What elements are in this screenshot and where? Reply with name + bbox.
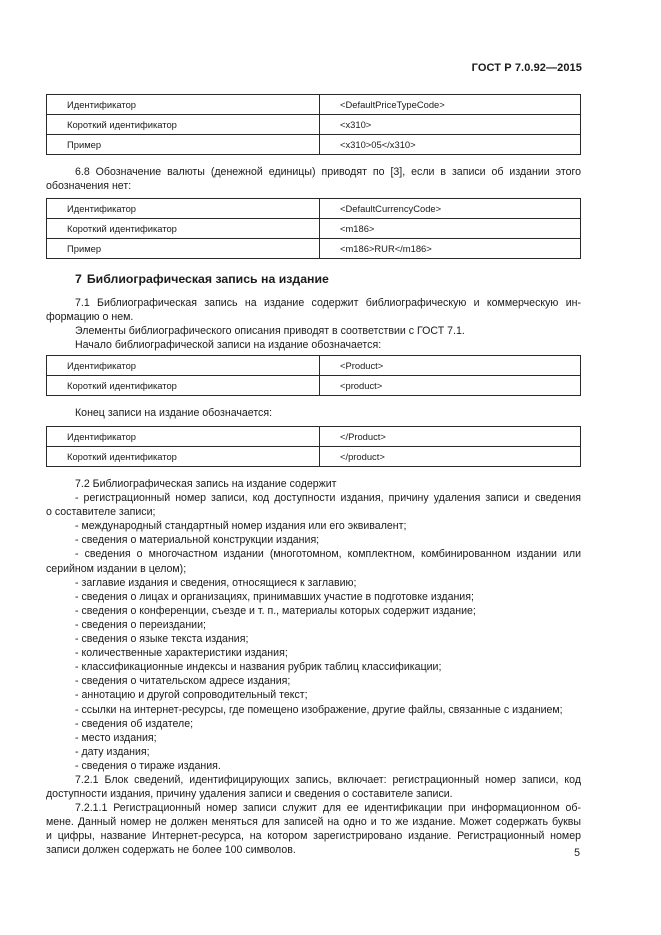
- text-line: и цифры, название Интернет-ресурса, на котором зарегистрировано издание. Регистрационный номер: [46, 830, 581, 843]
- table-value: <x310>05</x310>: [320, 135, 581, 155]
- product-start-table: [46, 355, 581, 396]
- table-key: Пример: [47, 239, 320, 259]
- list-item: - аннотацию и другой сопроводительный текст;: [75, 689, 308, 702]
- list-item: - место издания;: [75, 731, 157, 744]
- text-line: Начало библиографической записи на издание обозначается:: [75, 339, 382, 352]
- table-value: <m186>RUR</m186>: [320, 239, 581, 259]
- list-item: - регистрационный номер записи, код доступности издания, причину удаления записи и сведения: [75, 492, 581, 505]
- paragraph-7-1: [46, 296, 581, 352]
- currency-table: [46, 198, 581, 259]
- list-item: - сведения о многочастном издании (многотомном, комплектном, комбинированном издании или: [75, 548, 581, 561]
- text-line: мене. Данный номер не должен меняться для записей на одно и то же издание. Может содержать буквы: [46, 816, 581, 829]
- table-row: [47, 199, 581, 219]
- page-number: 5: [574, 847, 580, 859]
- table-value: <m186>: [320, 219, 581, 239]
- list-item: - ссылки на интернет-ресурсы, где помещено изображение, другие файлы, связанные с изданием;: [75, 703, 563, 716]
- text-line: 7.2.1.1 Регистрационный номер записи служит для ее идентификации при информационном об-: [75, 802, 581, 815]
- text-line: обозначения нет:: [46, 180, 132, 193]
- document-code: ГОСТ Р 7.0.92—2015: [471, 62, 582, 74]
- section-title: Библиографическая запись на издание: [86, 272, 329, 286]
- table-key: Короткий идентификатор: [47, 219, 320, 239]
- table-row: [47, 115, 581, 135]
- list-item: - классификационные индексы и названия рубрик таблиц классификации;: [75, 661, 442, 674]
- list-item-continuation: о составителе записи;: [46, 506, 156, 519]
- list-item: - дату издания;: [75, 745, 150, 758]
- list-item: - сведения о материальной конструкции издания;: [75, 534, 320, 547]
- table-value: </product>: [320, 447, 581, 467]
- table-key: Идентификатор: [47, 95, 320, 115]
- list-item: - заглавие издания и сведения, относящиеся к заглавию;: [75, 576, 357, 589]
- list-item: - сведения о языке текста издания;: [75, 633, 249, 646]
- paragraph-record-end: [46, 406, 581, 420]
- list-item: - сведения о лицах и организациях, принимавших участие в подготовке издания;: [75, 590, 474, 603]
- table-key: Короткий идентификатор: [47, 376, 320, 396]
- list-item: - сведения о тираже издания.: [75, 759, 221, 772]
- list-item: - сведения о переиздании;: [75, 618, 206, 631]
- paragraph-7-2: [46, 477, 581, 858]
- text-line: 7.1 Библиографическая запись на издание содержит библиографическую и коммерческую ин-: [75, 297, 581, 309]
- table-row: [47, 427, 581, 447]
- table-value: <x310>: [320, 115, 581, 135]
- table-key: Короткий идентификатор: [47, 115, 320, 135]
- list-item: - международный стандартный номер издания или его эквивалент;: [75, 520, 407, 533]
- list-item: - сведения о читательском адресе издания;: [75, 675, 291, 688]
- table-row: [47, 135, 581, 155]
- table-value: <DefaultPriceTypeCode>: [320, 95, 581, 115]
- table-row: [47, 376, 581, 396]
- text-line: 7.2.1 Блок сведений, идентифицирующих запись, включает: регистрационный номер записи, код: [75, 773, 581, 786]
- table-value: <DefaultCurrencyCode>: [320, 199, 581, 219]
- table-key: Идентификатор: [47, 356, 320, 376]
- text-line: Конец записи на издание обозначается:: [75, 407, 273, 419]
- table-row: [47, 356, 581, 376]
- table-value: <Product>: [320, 356, 581, 376]
- table-row: [47, 95, 581, 115]
- paragraph-6-8: [46, 165, 581, 193]
- table-key: Идентификатор: [47, 199, 320, 219]
- table-row: [47, 239, 581, 259]
- text-line: 6.8 Обозначение валюты (денежной единицы) приводят по [3], если в записи об издании этого: [75, 166, 581, 178]
- text-line: доступности издания, причину удаления записи и сведения о составителе записи.: [46, 788, 453, 801]
- list-item-continuation: серийном издании в целом);: [46, 562, 187, 575]
- section-number: 7: [75, 272, 82, 286]
- section-heading: [75, 272, 334, 286]
- table-row: [47, 447, 581, 467]
- list-item: - сведения об издателе;: [75, 717, 194, 730]
- table-key: Пример: [47, 135, 320, 155]
- table-value: <product>: [320, 376, 581, 396]
- table-row: [47, 219, 581, 239]
- list-item: - сведения о конференции, съезде и т. п., материалы которых содержит издание;: [75, 604, 476, 617]
- table-key: Идентификатор: [47, 427, 320, 447]
- text-line: записи должен содержать не более 100 символов.: [46, 844, 296, 857]
- price-type-table: [46, 94, 581, 155]
- text-line: Элементы библиографического описания приводят в соответствии с ГОСТ 7.1.: [75, 325, 465, 338]
- table-value: </Product>: [320, 427, 581, 447]
- table-key: Короткий идентификатор: [47, 447, 320, 467]
- text-line: формацию о нем.: [46, 311, 134, 324]
- text-line: 7.2 Библиографическая запись на издание содержит: [75, 478, 337, 490]
- product-end-table: [46, 426, 581, 467]
- list-item: - количественные характеристики издания;: [75, 647, 288, 660]
